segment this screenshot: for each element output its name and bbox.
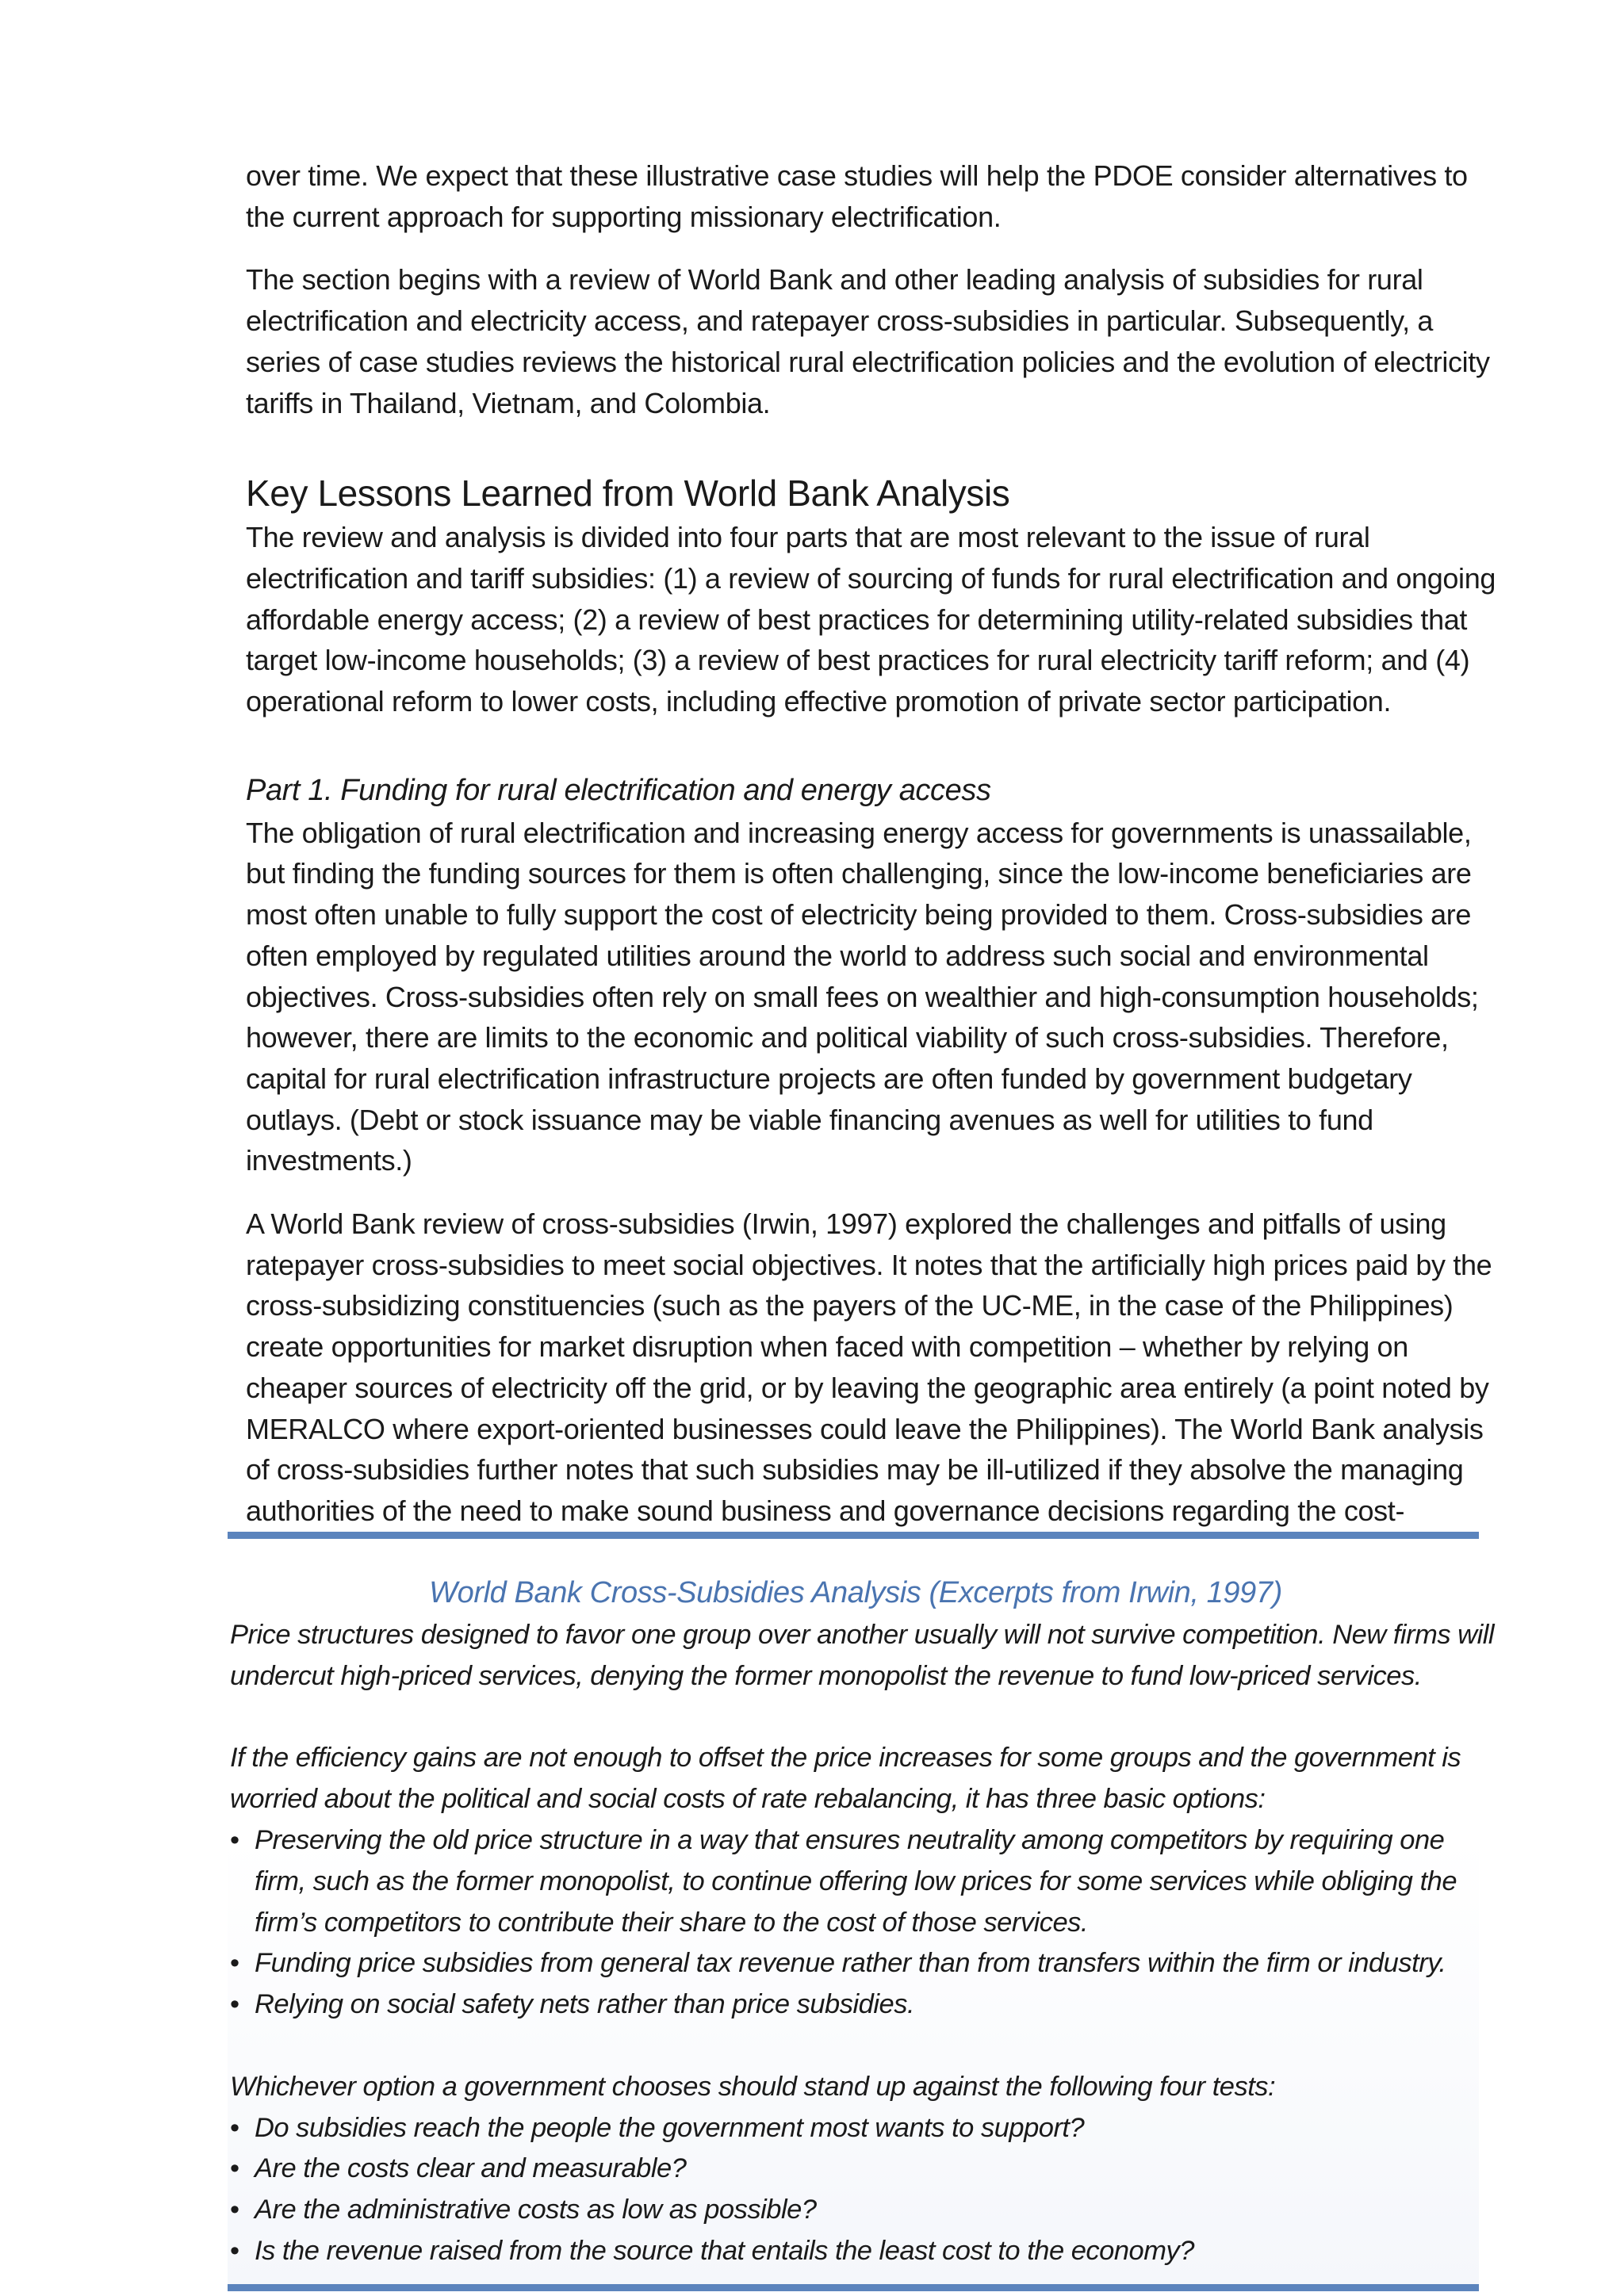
section-heading: Key Lessons Learned from World Bank Analysis: [246, 473, 1010, 515]
bullet-icon: •: [230, 1989, 239, 2020]
options-list: [230, 1820, 1499, 2026]
section-paragraph-1: The review and analysis is divided into four parts that are most relevant to the issue of rural electrification and tariff subsidies: (1) a review of sourcing of funds for rural electrification and ongoing affordable energy access; (2) a review of best practices for determining utility-related subsidies that target low-income households; (3) a review of best practices for rural electricity tariff reform; and (4) operational reform to lower costs, including effective promotion of private sector participation.: [246, 521, 1496, 718]
bullet-icon: •: [230, 2153, 239, 2184]
list-item: • Preserving the old price structure in a way that ensures neutrality among competitors by requiring one firm, such as the former monopolist, to continue offering low prices for some services while obliging the firm’s competitors to contribute their share to the cost of those services.: [230, 1820, 1499, 1943]
list-item: • Is the revenue raised from the source that entails the least cost to the economy?: [230, 2231, 1499, 2272]
tests-list: [230, 2108, 1499, 2272]
excerpt-box: [228, 1532, 1495, 2291]
excerpt-paragraph-1: Price structures designed to favor one group over another usually will not survive competition. New firms will undercut high-priced services, denying the former monopolist the revenue to fund low-priced services.: [230, 1620, 1495, 1691]
excerpt-box-content: [230, 1571, 1499, 2272]
part1-heading: Part 1. Funding for rural electrification and energy access: [246, 773, 991, 807]
bullet-icon: •: [230, 2112, 239, 2143]
part1-paragraph-1: The obligation of rural electrification and increasing energy access for governments is unassailable, but finding the funding sources for them is often challenging, since the low-income beneficiaries are most often unable to fully support the cost of electricity being provided to them. Cross-subsidies are often employed by regulated utilities around the world to address such social and environmental objectives. Cross-subsidies often rely on small fees on wealthier and high-consumption households; however, there are limits to the economic and political viability of such cross-subsidies. Therefore, capital for rural electrification infrastructure projects are often funded by government budgetary outlays. (Debt or stock issuance may be viable financing avenues as well for utilities to fund investments.): [246, 816, 1479, 1177]
intro-paragraph-2: The section begins with a review of World Bank and other leading analysis of subsidies for rural electrification and electricity access, and ratepayer cross-subsidies in particular. Subsequently, a series of case studies reviews the historical rural electrification policies and the evolution of electricity tariffs in Thailand, Vietnam, and Colombia.: [246, 263, 1490, 419]
excerpt-paragraph-2: If the efficiency gains are not enough to offset the price increases for some groups and the government is worried about the political and social costs of rate rebalancing, it has three basic options:: [230, 1743, 1461, 1815]
list-item: • Are the costs clear and measurable?: [230, 2149, 1499, 2190]
bullet-icon: •: [230, 2235, 239, 2266]
excerpt-box-title: World Bank Cross-Subsidies Analysis (Excerpts from Irwin, 1997): [429, 1576, 1282, 1609]
list-item: • Are the administrative costs as low as possible?: [230, 2190, 1499, 2231]
main-column: [246, 155, 1499, 1572]
bullet-icon: •: [230, 1948, 239, 1979]
list-item: • Funding price subsidies from general tax revenue rather than from transfers within the firm or industry.: [230, 1943, 1499, 1984]
bullet-icon: •: [230, 1824, 239, 1855]
part1-paragraph-2: A World Bank review of cross-subsidies (Irwin, 1997) explored the challenges and pitfalls of using ratepayer cross-subsidies to meet social objectives. It notes that the artificially high prices paid by the cross-subsidizing constituencies (such as the payers of the UC-ME, in the case of the Philippines) create opportunities for market disruption when faced with competition – whether by relying on cheaper sources of electricity off the grid, or by leaving the geographic area entirely (a point noted by MERALCO where export-oriented businesses could leave the Philippines). The World Bank analysis of cross-subsidies further notes that such subsidies may be ill-utilized if they absolve the managing authorities of the need to make sound business and governance decisions regarding the cost-: [246, 1207, 1492, 1527]
intro-paragraph-1: over time. We expect that these illustrative case studies will help the PDOE consider alternatives to the current approach for supporting missionary electrification.: [246, 159, 1468, 233]
list-item: • Do subsidies reach the people the government most wants to support?: [230, 2108, 1499, 2149]
list-item: • Relying on social safety nets rather than price subsidies.: [230, 1984, 1499, 2026]
excerpt-paragraph-3: Whichever option a government chooses should stand up against the following four tests:: [230, 2071, 1276, 2102]
bullet-icon: •: [230, 2195, 239, 2225]
